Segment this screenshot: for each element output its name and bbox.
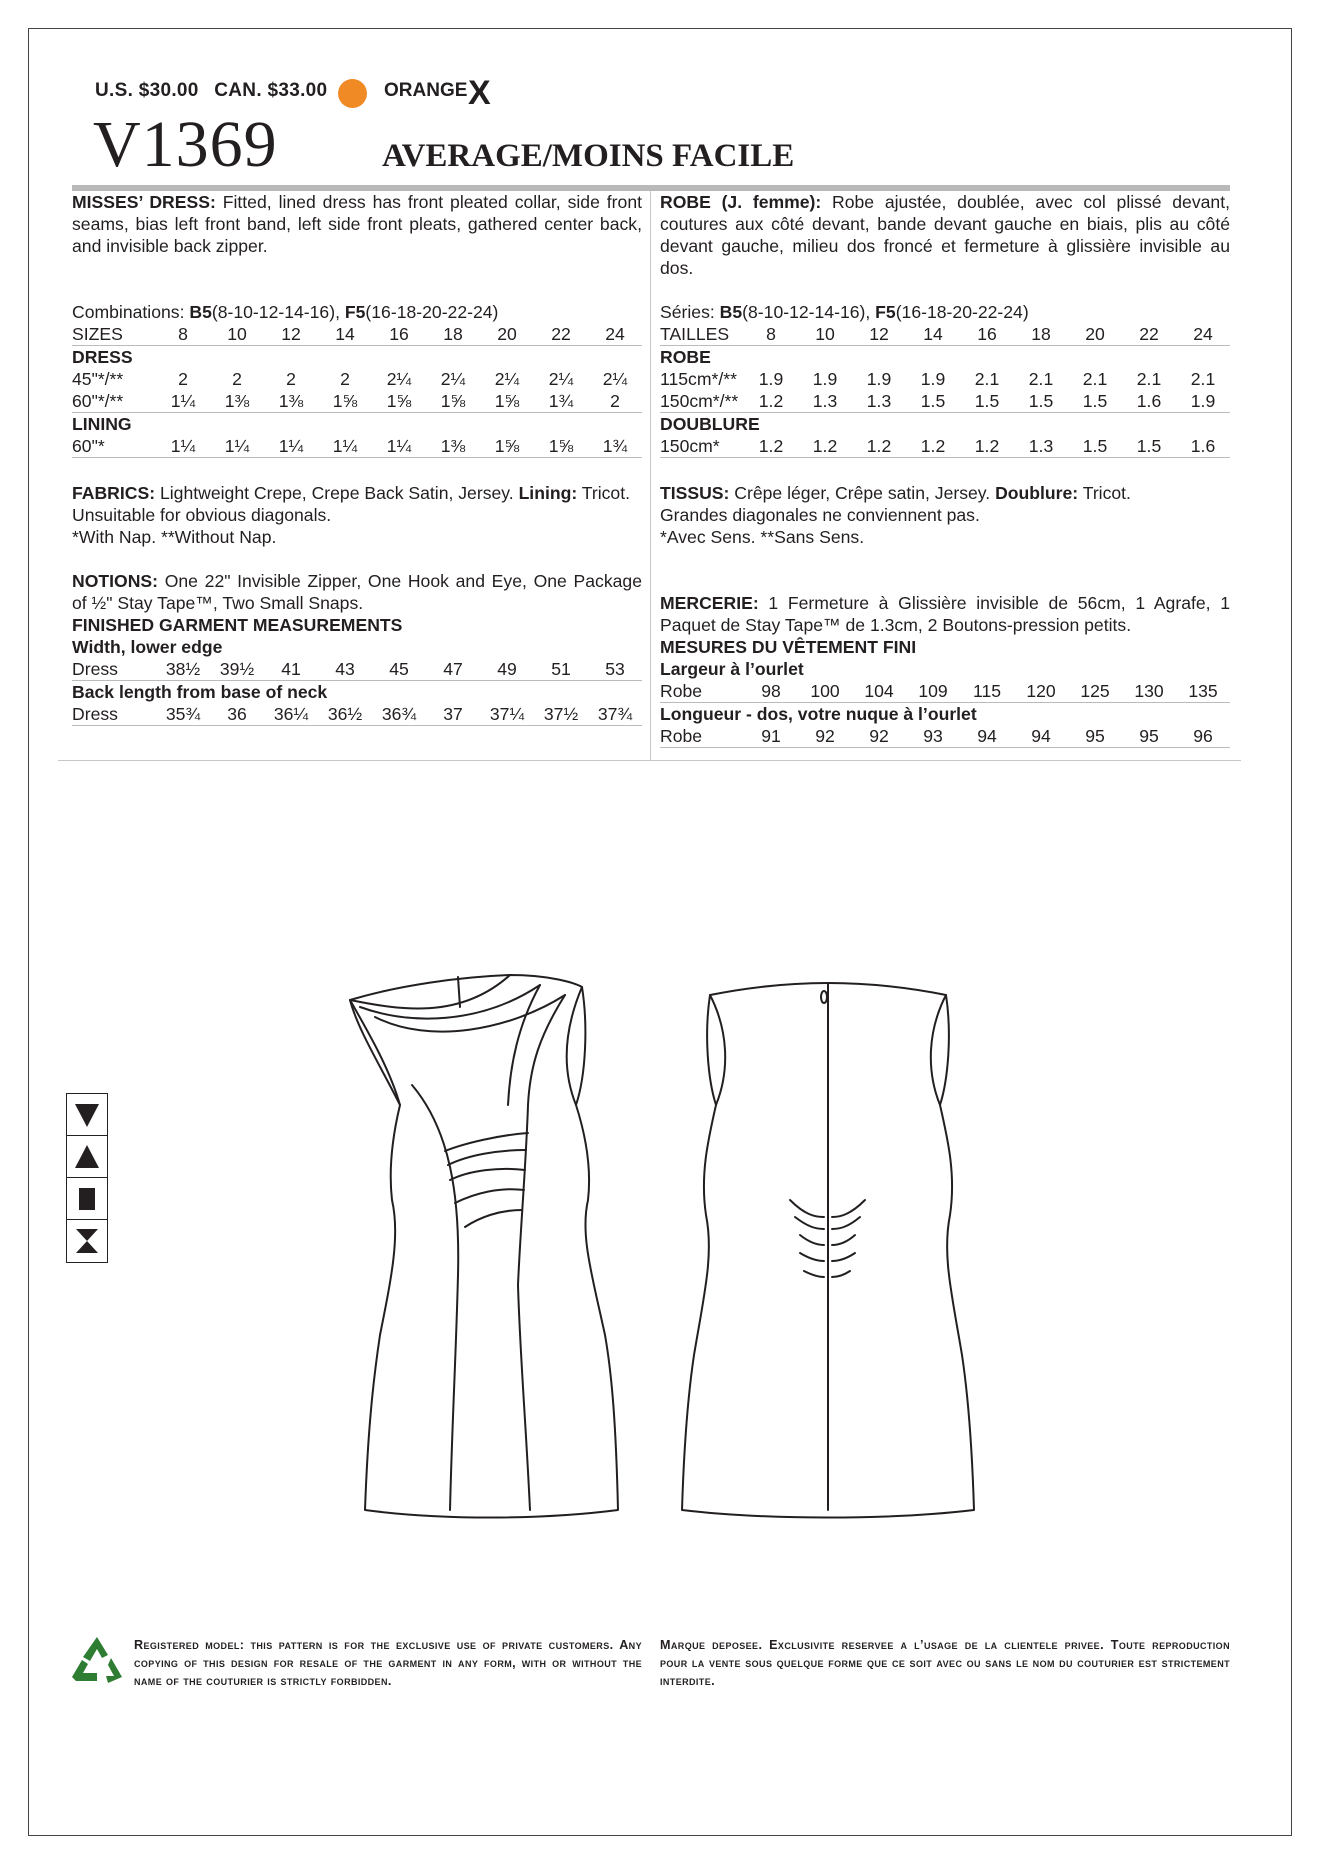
price-line — [95, 80, 337, 102]
description-fr: ROBE (J. femme): Robe ajustée, doublée, avec col plissé devant, coutures aux côté devant, bande devant gauche en biais, plis au côté devant gauche, milieu dos froncé et fermeture à glissière invisible au dos. — [660, 192, 1230, 278]
combinations-fr: Séries: B5(8-10-12-14-16), F5(16-18-20-22-24) — [660, 302, 1029, 322]
color-dot-icon — [338, 79, 367, 108]
yardage-table-fr: TAILLES 8 10 12 14 16 18 20 22 24 ROBE 115cm*/** 1.9 1.9 1.9 1.9 2.1 2.1 2.1 2.1 2.1 150cm*/** 1.2 1.3 1.3 1.5 1.5 1.5 1.5 1.6 1.9 DOUBLURE 150cm* 1.2 1.2 1.2 1.2 1.2 1.3 1.5 1.5 1.6 — [660, 323, 1230, 458]
nap-note-fr: *Avec Sens. **Sans Sens. — [660, 527, 865, 547]
dress-front-drawing — [350, 975, 618, 1518]
back-length-title: Back length from base of neck — [72, 682, 328, 702]
price-can: CAN. $33.00 — [214, 80, 328, 101]
yardage-table: SIZES 8 10 12 14 16 18 20 22 24 DRESS 45"*/** 2 2 2 2 2¼ 2¼ 2¼ 2¼ 2¼ 60"*/** 1¼ 1⅜ 1⅜ 1⅝ 1⅝ 1⅝ 1⅝ 1¾ 2 LINING 60"* 1¼ 1¼ 1¼ 1¼ 1¼ 1⅜ 1⅝ 1⅝ 1¾ — [72, 323, 642, 458]
price-us: U.S. $30.00 — [95, 80, 199, 101]
color-name: ORANGE — [384, 80, 468, 101]
pattern-symbols — [66, 1093, 108, 1263]
back-length-title-fr: Longueur - dos, votre nuque à l’ourlet — [660, 704, 977, 724]
pattern-number: V1369 — [93, 108, 278, 181]
recycle-icon — [70, 1635, 124, 1685]
width-table: Dress 38½ 39½ 41 43 45 47 49 51 53 — [72, 658, 642, 681]
square-icon — [67, 1178, 107, 1220]
difficulty-label: AVERAGE/MOINS FACILE — [382, 138, 795, 174]
unsuitable-note-fr: Grandes diagonales ne conviennent pas. — [660, 505, 980, 525]
dress-back-drawing — [682, 983, 974, 1518]
width-title-fr: Largeur à l’ourlet — [660, 659, 804, 679]
fabrics-fr: TISSUS: Crêpe léger, Crêpe satin, Jersey. Doublure: Tricot. — [660, 483, 1131, 503]
nap-note: *With Nap. **Without Nap. — [72, 527, 277, 547]
dress-technical-drawing — [340, 955, 980, 1525]
bottom-rule — [58, 760, 1241, 761]
column-divider — [650, 191, 651, 761]
notions-fr: MERCERIE: 1 Fermeture à Glissière invisible de 56cm, 1 Agrafe, 1 Paquet de Stay Tape™ de 1.3cm, 2 Boutons-pression petits. — [660, 593, 1230, 635]
unsuitable-note: Unsuitable for obvious diagonals. — [72, 505, 332, 525]
back-length-table: Dress 35¾ 36 36¼ 36½ 36¾ 37 37¼ 37½ 37¾ — [72, 703, 642, 726]
triangle-down-icon — [67, 1094, 107, 1136]
width-title: Width, lower edge — [72, 637, 223, 657]
measurements-title: FINISHED GARMENT MEASUREMENTS — [72, 615, 403, 635]
french-column — [660, 191, 1230, 748]
width-table-fr: Robe 98 100 104 109 115 120 125 130 135 — [660, 680, 1230, 703]
x-mark: X — [468, 74, 491, 112]
description: MISSES’ DRESS: Fitted, lined dress has front pleated collar, side front seams, bias left front band, left side front pleats, gathered center back, and invisible back zipper. — [72, 192, 643, 256]
english-column — [72, 191, 642, 726]
notions: NOTIONS: One 22" Invisible Zipper, One Hook and Eye, One Package of ½" Stay Tape™, Two Small Snaps. — [72, 571, 642, 613]
legal-notice-fr: Marque deposee. Exclusivite reservee a l’usage de la clientele privee. Toute reproduction pour la vente sous quelque forme que ce soit avec ou sans le nom du couturier est strictement interdite. — [660, 1638, 1230, 1688]
fabrics: FABRICS: Lightweight Crepe, Crepe Back Satin, Jersey. Lining: Tricot. — [72, 483, 630, 503]
legal-notice-en: Registered model: this pattern is for the exclusive use of private customers. Any copying of this design for resale of the garment in any form, with or without the name of the couturier is strictly forbidden. — [134, 1638, 642, 1688]
combinations: Combinations: B5(8-10-12-14-16), F5(16-18-20-22-24) — [72, 302, 499, 322]
triangle-up-icon — [67, 1136, 107, 1178]
hourglass-icon — [67, 1220, 107, 1262]
back-length-table-fr: Robe 91 92 92 93 94 94 95 95 96 — [660, 725, 1230, 748]
measurements-title-fr: MESURES DU VÊTEMENT FINI — [660, 637, 917, 657]
